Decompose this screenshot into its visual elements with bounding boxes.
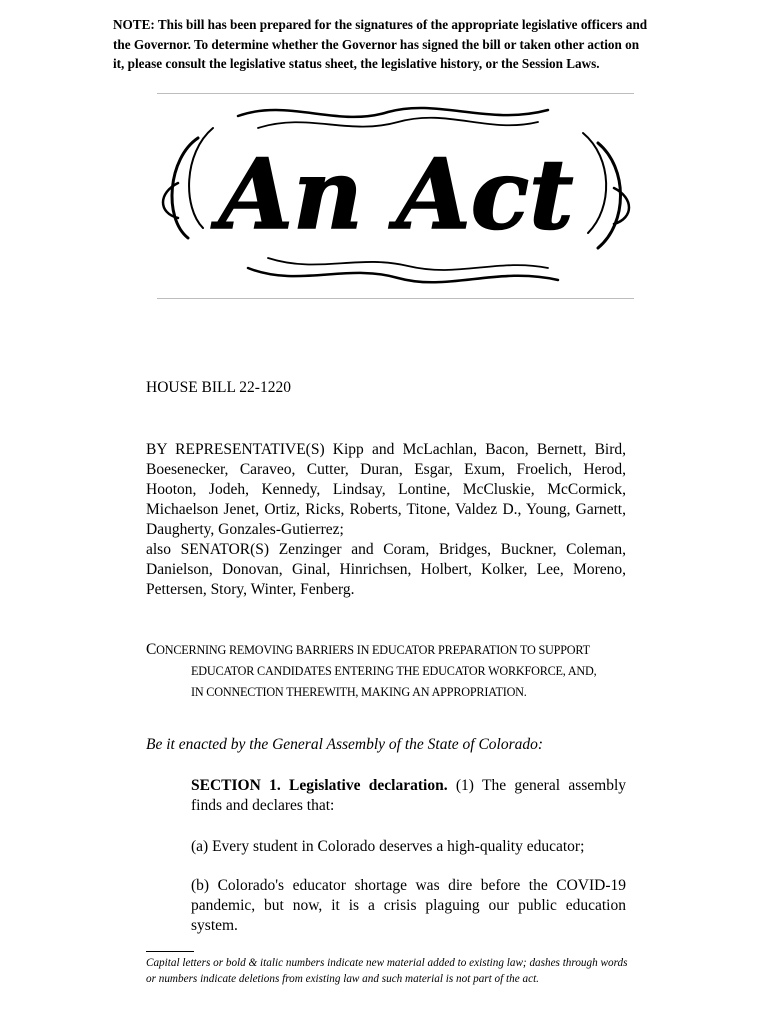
top-divider bbox=[157, 93, 634, 94]
representatives-list: BY REPRESENTATIVE(S) Kipp and McLachlan, Bacon, Bernett, Bird, Boesenecker, Caraveo, Cutter, Duran, Esgar, Exum, Froelich, Herod, Hooton, Jodeh, Kennedy, Lindsay, Lontine, McCluskie, McCormick, Michaelson Jenet, Ortiz, Ricks, Roberts, Titone, Valdez D., Young, Garnett, Daugherty, Gonzales-Gutierrez; bbox=[146, 441, 626, 538]
title-line-1: ONCERNING REMOVING BARRIERS IN EDUCATOR PREPARATION TO SUPPORT bbox=[156, 643, 590, 657]
footnote-divider bbox=[146, 951, 194, 952]
title-line-2: EDUCATOR CANDIDATES ENTERING THE EDUCATOR WORKFORCE, AND, bbox=[191, 664, 597, 678]
enacting-clause: Be it enacted by the General Assembly of the State of Colorado: bbox=[146, 736, 544, 753]
decorative-an-act-banner-icon bbox=[158, 98, 634, 294]
section-1-heading: SECTION 1. Legislative declaration. bbox=[191, 777, 448, 794]
section-1 bbox=[146, 776, 626, 816]
section-1-text: (1) The general assembly finds and declares that: bbox=[191, 777, 627, 814]
paragraph-b bbox=[146, 876, 626, 936]
title-line-3: IN CONNECTION THEREWITH, MAKING AN APPROPRIATION. bbox=[191, 685, 527, 699]
title-first-letter: C bbox=[146, 641, 157, 658]
bill-title bbox=[146, 639, 626, 703]
an-act-banner bbox=[158, 98, 634, 294]
paragraph-a-text: (a) Every student in Colorado deserves a high-quality educator; bbox=[191, 838, 585, 855]
sponsors-block bbox=[146, 440, 626, 600]
bottom-divider bbox=[157, 298, 634, 299]
bill-number: HOUSE BILL 22-1220 bbox=[146, 379, 291, 396]
footnote: Capital letters or bold & italic numbers indicate new material added to existing law; dashes through words or numbers indicate deletions from existing law and such material is not part of the act. bbox=[146, 957, 628, 985]
an-act-text: An Act bbox=[218, 138, 574, 251]
senators-list: also SENATOR(S) Zenzinger and Coram, Bridges, Buckner, Coleman, Danielson, Donovan, Ginal, Hinrichsen, Holbert, Kolker, Lee, Moreno, Pettersen, Story, Winter, Fenberg. bbox=[146, 541, 626, 598]
paragraph-b-text: (b) Colorado's educator shortage was dire before the COVID-19 pandemic, but now, it is a crisis plaguing our public education system. bbox=[191, 877, 626, 934]
paragraph-a bbox=[146, 837, 626, 857]
status-note: NOTE: This bill has been prepared for the signatures of the appropriate legislative officers and the Governor. To determine whether the Governor has signed the bill or taken other action on it, please consult the legislative status sheet, the legislative history, or the Session Laws. bbox=[113, 17, 648, 71]
